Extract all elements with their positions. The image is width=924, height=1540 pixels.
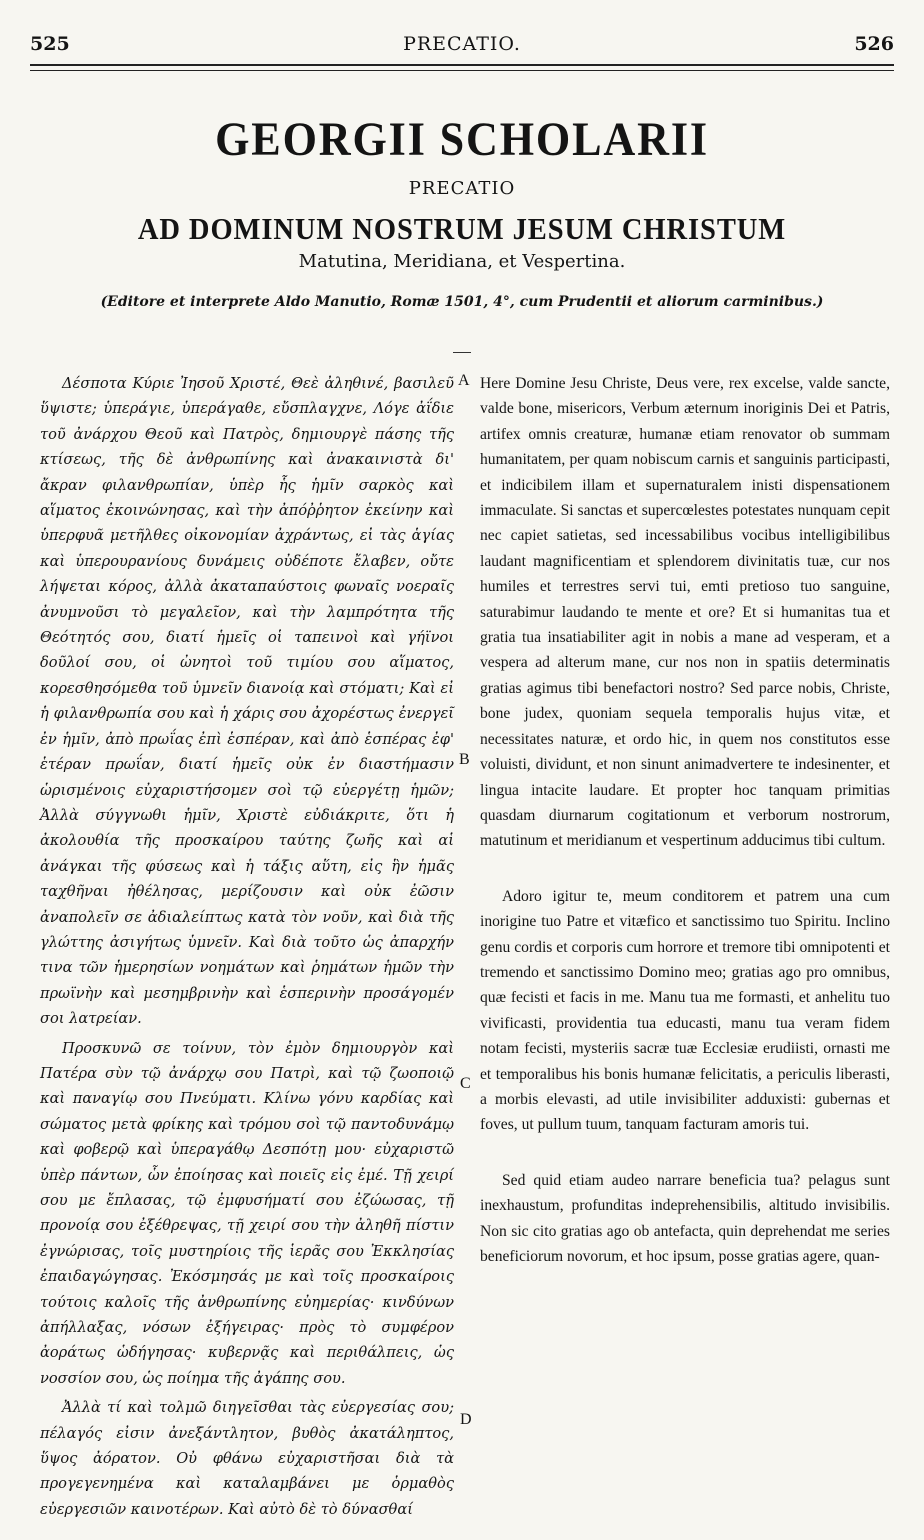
running-head <box>0 0 924 64</box>
greek-paragraph-1: Δέσποτα Κύριε Ἰησοῦ Χριστέ, Θεὲ ἀληθινέ, βασιλεῦ ὕψιστε; ὑπεράγιε, ὑπεράγαθε, εὔσπλαγχνε, Λόγε ἀΐδιε τοῦ ἀνάρχου Θεοῦ καὶ Πατρὸς, δημιουργὲ πάσης τῆς κτίσεως, τῆς δὲ ἀνθρωπίνης καὶ ἀνακαινιστὰ δι' ἄκραν φιλανθρωπίαν, ὑπὲρ ἧς ἡμῖν σαρκὸς καὶ αἵματος ἐκοινώνησας, καὶ τὴν ἀπόῤῥητον ἐκείνην καὶ ὑπερφυᾶ μετῆλθες οἰκονομίαν ἀχράντως, εἰ τὰς ἁγίας καὶ ὑπερουρανίους δυνάμεις οὐδέποτε ἔλαβεν, οὔτε λήψεται κόρος, ἀλλὰ ἀκαταπαύστοις φωναῖς νοεραῖς ἀνυμνοῦσι τὸ μεγαλεῖον, καὶ τὴν λαμπρότητα τῆς Θεότητός σου, διατί ἡμεῖς οἱ ταπεινοὶ καὶ γήϊνοι δοῦλοί σου, οἱ ὠνητοὶ τοῦ τιμίου σου αἵματος, κορεσθησόμεθα τοῦ ὑμνεῖν διανοίᾳ καὶ στόματι; Καὶ εἰ ἡ φιλανθρωπία σου καὶ ἡ χάρις σου ἀχορέστως ἐνεργεῖ ἐν ἡμῖν, ἀπὸ πρωΐας ἐπὶ ἑσπέραν, καὶ ἀπὸ ἑσπέρας ἐφ' ἑτέραν πρωΐαν, διατί ἡμεῖς οὐκ ἐν διαστήμασιν ὡρισμένοις εὐχαριστήσομεν σοὶ τῷ εὐεργέτῃ ἡμῶν; Ἀλλὰ σύγγνωθι ἡμῖν, Χριστὲ εὐδιάκριτε, ὅτι ἡ ἀκολουθία τῆς προσκαίρου ταύτης ζωῆς καὶ αἱ ἀνάγκαι τῆς φύσεως καὶ ἡ τάξις αὕτη, εἰς ἣν ἡμᾶς ταχθῆναι ἠθέλησας, μερίζουσιν καὶ οὐκ ἐῶσιν ἀναπολεῖν σε ἀδιαλείπτως κατὰ τὸν νοῦν, καὶ διὰ τῆς γλώττης ἀσιγήτως ὑμνεῖν. Καὶ διὰ τοῦτο ὡς ἀπαρχήν τινα τῶν ἡμερησίων νοημάτων καὶ ῥημάτων ἡμῶν τὴν πρωϊνὴν καὶ μεσημβρινὴν καὶ ἑσπερινὴν προσάγομέν σοι λατρείαν. <box>40 375 454 1028</box>
latin-paragraph-3: Sed quid etiam audeo narrare beneficia tua? pelagus sunt inexhaustum, profunditas indeprehensibilis, altitudo invisibilis. Non sic cito gratias ago ob antefacta, quin deprehendat me series beneficiorum novorum, et hoc ipsum, posse gratias agere, quan- <box>480 1171 890 1265</box>
page-number-left: 525 <box>30 33 70 55</box>
edition-note: (Editore et interprete Aldo Manutio, Romæ 1501, 4°, cum Prudentii et aliorum carminibus.) <box>100 294 824 310</box>
latin-paragraph-1: Here Domine Jesu Christe, Deus vere, rex excelse, valde sancte, valde bone, misericors, Verbum æternum inoriginis Dei et Patris, artifex omnis creaturæ, humanæ etiam renovator ob summam humanitatem, per quam nobiscum carnis et sanguinis participasti, et indicibilem illam et supernaturalem inisti dispensationem immaculate. Si sanctas et supercœlestes potestates nunquam cepit nec capiet satietas, sed incessabilibus vocibus intelligibilibus laudant magnificentiam et splendorem divinitatis tuæ, cur nos humiles et terrestres servi tui, emti pretioso tuo sanguine, saturabimur laudando te mente et ore? Et si humanitas tua et gratia tua insatiabiliter agit in nobis a mane ad vesperam, et a vespera ad alterum mane, cur nos non in spatiis determinatis gratias agimus tibi benefactori nostro? Sed parce nobis, Christe, bone judex, quoniam sequela temporalis hujus vitæ, et necessitates naturæ, et ordo hic, in quem nos constitutos esse voluisti, dividunt, et non sinunt animadvertere te indesinenter, et lingua intacite laudare. Et propter hoc tanquam primitias quasdam diurnarum cogitationum et verborum nostrorum, matutinum et meridianum et vespertinum adducimus tibi cultum. <box>480 375 890 850</box>
latin-column <box>480 371 890 1299</box>
margin-marker-a: A <box>458 372 470 389</box>
margin-marker-c: C <box>460 1075 471 1092</box>
sub-title: PRECATIO <box>408 178 516 199</box>
title-block <box>0 110 924 312</box>
prayer-times: Matutina, Meridiana, et Vespertina. <box>298 251 626 272</box>
header-rule <box>30 64 894 66</box>
dedication-title: AD DOMINUM NOSTRUM JESUM CHRISTUM <box>137 211 787 246</box>
margin-marker-d: D <box>460 1411 472 1428</box>
running-title: PRECATIO. <box>403 33 521 55</box>
greek-paragraph-3: Ἀλλὰ τί καὶ τολμῶ διηγεῖσθαι τὰς εὐεργεσίας σου; πέλαγός εἰσιν ἀνεξάντλητον, βυθὸς ἀκατάληπτος, ὕψος ἀόρατον. Οὐ φθάνω εὐχαριστῆσαι διὰ τὰ προγεγενημένα καὶ καταλαμβάνει με ὁρμαθὸς εὐεργεσιῶν καινοτέρων. Καὶ αὐτὸ δὲ τὸ δύνασθαί <box>40 1399 454 1518</box>
greek-column <box>40 371 454 1526</box>
main-title: GEORGII SCHOLARII <box>215 113 709 166</box>
header-rule-thin <box>30 70 894 71</box>
margin-marker-b: B <box>459 751 470 768</box>
page-number-right: 526 <box>854 33 894 55</box>
latin-paragraph-2: Adoro igitur te, meum conditorem et patrem una cum inorigine tuo Patre et vitæfico et sanctissimo tuo Spiritu. Inclino genu cordis et corporis cum horrore et tremore tibi omnipotenti et tremendo et sanctissimo Domino meo; gratias ago pro omnibus, quæ fecisti et facis in me. Manu tua me formasti, et anhelitu tuo vivificasti, providentia tua educasti, manu tua veram fidem notam fecisti, mysteriis sacræ tuæ Ecclesiæ erudiisti, ornasti me et temporalibus his bonis humanæ felicitatis, a periculis liberasti, a morbis elevasti, ad utile invisibiliter adduxisti: gubernas et foves, ut pullum tuum, tanquam facturam amoris tui. <box>480 887 890 1134</box>
section-dash <box>453 352 471 353</box>
greek-paragraph-2: Προσκυνῶ σε τοίνυν, τὸν ἐμὸν δημιουργὸν καὶ Πατέρα σὺν τῷ ἀνάρχῳ σου Πατρὶ, καὶ τῷ ζωοποιῷ καὶ παναγίῳ σου Πνεύματι. Κλίνω γόνυ καρδίας καὶ σώματος μετὰ φρίκης καὶ τρόμου σοὶ τῷ παντοδυνάμῳ καὶ φοβερῷ καὶ ὑπεραγάθῳ Δεσπότῃ μου· εὐχαριστῶ ὑπὲρ πάντων, ὧν ἐποίησας καὶ ποιεῖς εἰς ἐμέ. Τῇ χειρί σου με ἔπλασας, τῷ ἐμφυσήματί σου ἐζώωσας, τῇ προνοίᾳ σου ἐξέθρεψας, τῇ χειρί σου τὴν ἀληθῆ πίστιν ἐγνώρισας, τοῖς μυστηρίοις τῆς ἱερᾶς σου Ἐκκλησίας ἐπαιδαγώγησας. Ἐκόσμησάς με καὶ τοῖς προσκαίροις τούτοις καλοῖς τῆς ἀνθρωπίνης εὐημερίας· κινδύνων ἀπήλλαξας, νόσων ἐξήγειρας· πρὸς τὸ συμφέρον ἀοράτως ὡδήγησας· κυβερνᾷς καὶ περιθάλπεις, ὡς νοσσίον σου, ὡς ποίημα τῆς ἀγάπης σου. <box>40 1039 454 1387</box>
